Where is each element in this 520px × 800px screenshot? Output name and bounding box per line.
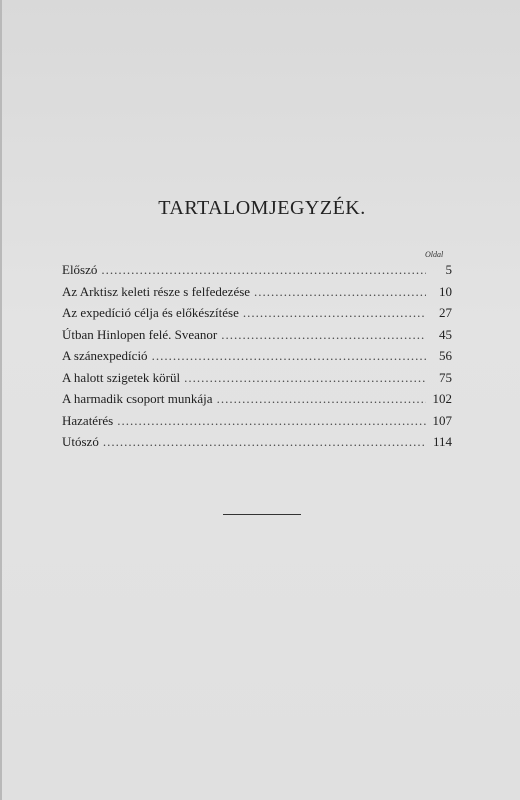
dot-leader — [221, 324, 426, 346]
page-title: TARTALOMJEGYZÉK. — [158, 197, 366, 219]
toc-entry — [62, 324, 452, 346]
toc-entry — [62, 388, 452, 410]
toc-entry-page: 75 — [439, 369, 452, 385]
page-column-label: Oldal — [425, 250, 444, 259]
toc-entry-page: 107 — [432, 412, 452, 428]
toc-entry-page: 10 — [439, 283, 452, 299]
dot-leader — [254, 281, 426, 303]
dot-leader — [152, 345, 426, 367]
toc-entry — [62, 259, 452, 281]
toc-entry-title: Az Arktisz keleti része s felfedezése — [62, 283, 251, 299]
toc-entry — [62, 410, 452, 432]
toc-entry-title: Az expedíció célja és előkészítése — [62, 305, 239, 320]
horizontal-divider — [223, 514, 301, 515]
dot-leader — [217, 388, 426, 410]
toc-entry-title: Utószó — [62, 434, 99, 449]
toc-entry — [62, 281, 452, 303]
dot-leader — [101, 259, 426, 281]
dot-leader — [103, 431, 426, 453]
toc-entry — [62, 431, 452, 453]
toc-entry-title: A halott szigetek körül — [62, 369, 181, 385]
dot-leader — [117, 410, 426, 432]
toc-entry-page: 5 — [445, 262, 452, 277]
toc-entry-title: Hazatérés — [62, 412, 114, 428]
toc-entry-page: 27 — [439, 305, 452, 320]
toc-entry — [62, 367, 452, 389]
toc-entry-page: 114 — [432, 434, 452, 449]
toc-entry-page: 45 — [439, 326, 452, 342]
toc-entry — [62, 345, 452, 367]
table-of-contents — [62, 259, 452, 453]
toc-entry-page: 56 — [439, 348, 452, 363]
toc-entry-title: Útban Hinlopen felé. Sveanor — [62, 326, 218, 342]
toc-entry-title: Előszó — [62, 262, 98, 277]
toc-entry-page: 102 — [432, 391, 452, 406]
toc-entry-title: A szánexpedíció — [62, 348, 148, 363]
dot-leader — [243, 302, 426, 324]
toc-entry-title: A harmadik csoport munkája — [62, 391, 213, 406]
dot-leader — [184, 367, 426, 389]
toc-entry — [62, 302, 452, 324]
